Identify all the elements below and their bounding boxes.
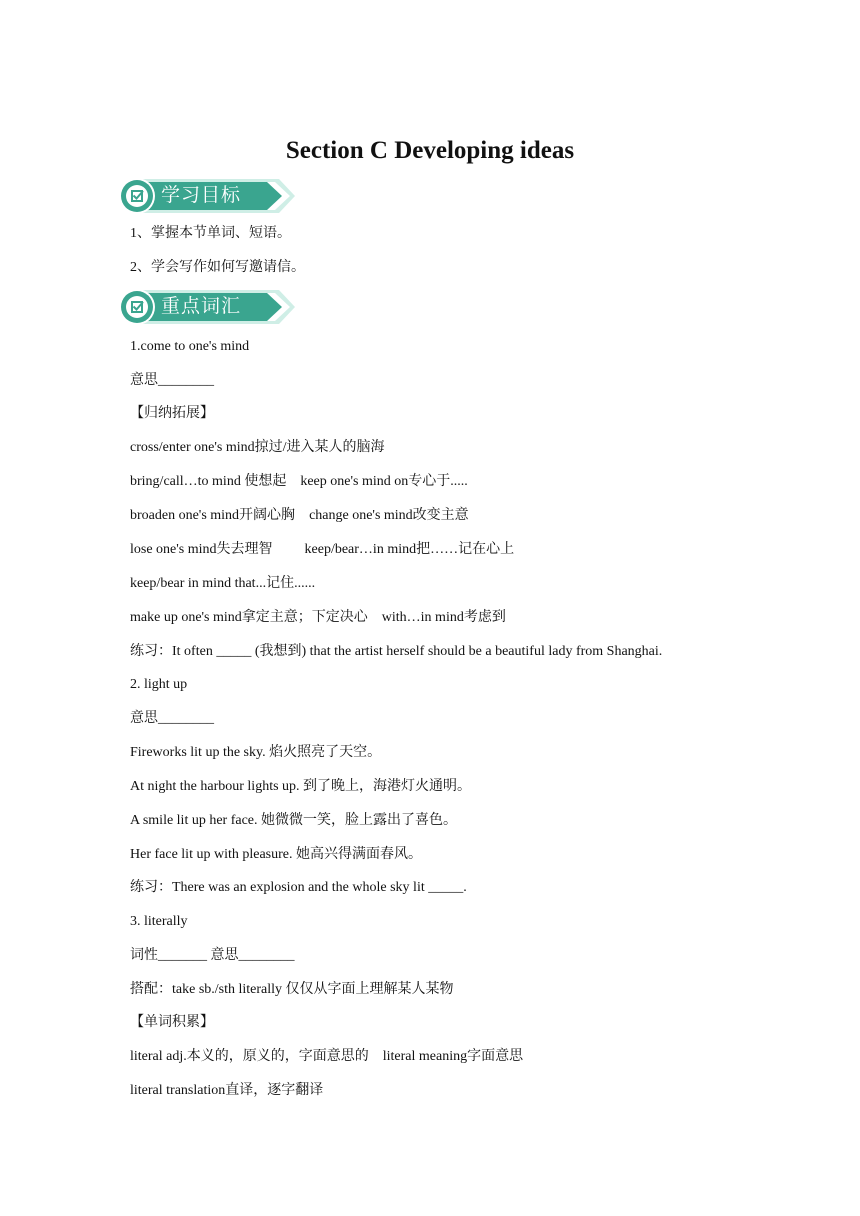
phrase: literal meaning字面意思 (382, 1049, 524, 1064)
subheading: 【归纳拓展】 (130, 406, 214, 421)
phrase: keep/bear…in mind把……记在心上 (304, 542, 515, 557)
vocab-heading: 3. literally (130, 914, 188, 929)
vocab-heading: 2. light up (130, 677, 188, 692)
text-line: keep/bear in mind that...记住...... (130, 576, 316, 591)
vocab-heading: 1.come to one's mind (130, 339, 250, 354)
section-banner-vocabulary (117, 287, 297, 327)
phrase: make up one's mind拿定主意；下定决心 (130, 610, 368, 625)
exercise-line: 练习：There was an explosion and the whole sky lit _____. (130, 880, 467, 895)
phrase: literal adj.本义的，原义的，字面意思的 (130, 1049, 369, 1064)
phrase: lose one's mind失去理智 (130, 542, 273, 557)
banner-label: 重点词汇 (161, 295, 242, 317)
exercise-line: 练习：It often _____ (我想到) that the artist herself should be a beautiful lady from Shanghai. (130, 644, 663, 659)
answer-blank-line: 意思________ (130, 373, 214, 388)
answer-blank-line: 意思________ (130, 711, 214, 726)
page-title: Section C Developing ideas (285, 137, 575, 164)
example-sentence: Her face lit up with pleasure. 她高兴得满面春风。 (130, 847, 422, 862)
banner-label: 学习目标 (161, 184, 242, 206)
example-sentence: A smile lit up her face. 她微微一笑，脸上露出了喜色。 (130, 813, 458, 828)
phrase: keep one's mind on专心于..... (300, 474, 468, 489)
objective-item: 2、学会写作如何写邀请信。 (130, 260, 305, 275)
collocation-line: 搭配：take sb./sth literally 仅仅从字面上理解某人某物 (130, 982, 454, 997)
text-line (130, 540, 514, 560)
text-line (130, 472, 468, 492)
answer-blank-line: 词性_______ 意思________ (130, 948, 295, 963)
example-sentence: Fireworks lit up the sky. 焰火照亮了天空。 (130, 745, 382, 760)
text-line (130, 506, 469, 526)
phrase: with…in mind考虑到 (381, 610, 506, 625)
text-line (130, 608, 506, 628)
text-line (130, 1047, 523, 1067)
phrase: change one's mind改变主意 (309, 508, 469, 523)
text-line: cross/enter one's mind掠过/进入某人的脑海 (130, 440, 385, 455)
phrase: bring/call…to mind 使想起 (130, 474, 287, 489)
example-sentence: At night the harbour lights up. 到了晚上，海港灯火通明。 (130, 779, 472, 794)
phrase: broaden one's mind开阔心胸 (130, 508, 296, 523)
subheading: 【单词积累】 (130, 1015, 214, 1030)
section-banner-objectives (117, 176, 297, 216)
objective-item: 1、掌握本节单词、短语。 (130, 226, 291, 241)
text-line: literal translation直译，逐字翻译 (130, 1083, 324, 1098)
